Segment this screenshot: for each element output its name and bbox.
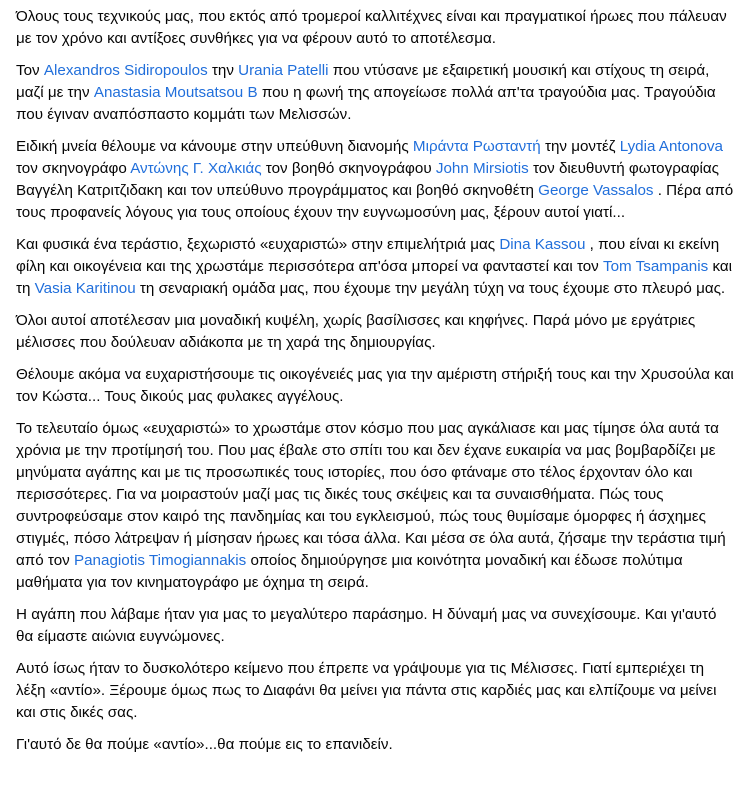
post-paragraph (16, 604, 735, 648)
mention-link[interactable]: Lydia Antonova (619, 138, 723, 155)
post-paragraph (16, 234, 735, 300)
post-text: , που είναι κι εκείνη φίλη και οικογένεια και της χρωστάμε περισσότερα απ'όσα μπορεί να φανταστεί και τον (16, 236, 720, 275)
mention-link[interactable]: Anastasia Moutsatsou B (93, 84, 258, 101)
post-text: την (207, 62, 239, 79)
mention-link[interactable]: Tom Tsampanis (603, 258, 709, 275)
post-paragraph (16, 60, 735, 126)
post-text: που η φωνή της απογείωσε πολλά απ'τα τραγούδια μας. Τραγούδια που έγιναν αναπόσπαστο κομμάτι των Μελισσών. (16, 84, 716, 123)
post-text: Η αγάπη που λάβαμε ήταν για μας το μεγαλύτερο παράσημο. Η δύναμή μας να συνεχίσουμε. Και γι'αυτό θα είμαστε αιώνια ευγνώμονες. (16, 606, 717, 645)
mention-link[interactable]: Αντώνης Γ. Χαλκιάς (130, 160, 262, 177)
post-text: τον σκηνογράφο (16, 160, 131, 177)
post-paragraph (16, 418, 735, 594)
mention-link[interactable]: Panagiotis Timogiannakis (73, 552, 247, 569)
post-paragraph (16, 734, 735, 756)
post-text: οποίος δημιούργησε μια κοινότητα μοναδική και έδωσε πολύτιμα μαθήματα για τον κινηματογράφο με όχημα τη σειρά. (16, 552, 683, 591)
post-paragraph (16, 136, 735, 224)
post-text: Τον (16, 62, 44, 79)
post-text: τον διευθυντή φωτογραφίας Βαγγέλη Κατριτζιδακη και τον υπεύθυνο προγράμματος και βοηθό σκηνοθέτη (16, 160, 719, 199)
post-text: Όλοι αυτοί αποτέλεσαν μια μοναδική κυψέλη, χωρίς βασίλισσες και κηφήνες. Παρά μόνο με εργάτριες μέλισσες που δούλευαν αδιάκοπα με τη χαρά της δημιουργίας. (16, 312, 696, 351)
mention-link[interactable]: George Vassalos (538, 182, 654, 199)
post-paragraph (16, 364, 735, 408)
post-text: . Πέρα από τους προφανείς λόγους για τους οποίους έχουν την ευγνωμοσύνη μας, ξέρουν αυτοί γιατί... (16, 182, 734, 221)
post-text: Ειδική μνεία θέλουμε να κάνουμε στην υπεύθυνη διανομής (16, 138, 413, 155)
post-text: Και φυσικά ένα τεράστιο, ξεχωριστό «ευχαριστώ» στην επιμελήτριά μας (16, 236, 500, 253)
mention-link[interactable]: Vasia Karitinou (34, 280, 136, 297)
post-text: Το τελευταίο όμως «ευχαριστώ» το χρωστάμε στον κόσμο που μας αγκάλιασε και μας τίμησε όλα αυτά τα χρόνια με την προτίμησή του. Που μας έβαλε στο σπίτι του και δεν έχανε ευκαιρία να μας βομβαρδίζει με μηνύματα αγάπης και με τις προσωπικές τους ιστορίες, που όσο φτάναμε στο τέλος έρχονταν όλο και περισσότερες. Για να μοιραστούν μαζί μας τις δικές τους σκέψεις και τα συναισθήματα. Πώς τους συντροφεύσαμε στον καιρό της πανδημίας και του εγκλεισμού, πώς τους θυμίσαμε όμορφες ή άσχημες στιγμές, πόσο λάτρεψαν ή μίσησαν ήρωες και τόσα άλλα. Και μέσα σε όλα αυτά, ζήσαμε την τεράστια τιμή από τον (16, 420, 726, 569)
post-text: Θέλουμε ακόμα να ευχαριστήσουμε τις οικογένειές μας για την αμέριστη στήριξή τους και την Χρυσούλα και τον Κώστα... Τους δικούς μας φυλακες αγγέλους. (16, 366, 734, 405)
mention-link[interactable]: Alexandros Sidiropoulos (43, 62, 208, 79)
mention-link[interactable]: Urania Patelli (238, 62, 329, 79)
post-paragraph (16, 310, 735, 354)
post-paragraph (16, 658, 735, 724)
post-text: τη σεναριακή ομάδα μας, που έχουμε την μεγάλη τύχη να τους έχουμε στο πλευρό μας. (135, 280, 726, 297)
post-text: και τη (16, 258, 733, 297)
post-text: Γι'αυτό δε θα πούμε «αντίο»...θα πούμε εις το επανιδείν. (16, 736, 393, 753)
post-text: Αυτό ίσως ήταν το δυσκολότερο κείμενο που έπρεπε να γράψουμε για τις Μέλισσες. Γιατί εμπεριέχει τη λέξη «αντίο». Ξέρουμε όμως πως το Διαφάνι θα μείνει για πάντα στις καρδιές μας και ελπίζουμε να μείνει και στις δικές σας. (16, 660, 717, 721)
post-text: τον βοηθό σκηνογράφου (261, 160, 436, 177)
mention-link[interactable]: Μιράντα Ρωσταντή (412, 138, 541, 155)
post-paragraph (16, 6, 735, 50)
post-text: Όλους τους τεχνικούς μας, που εκτός από τρομεροί καλλιτέχνες είναι και πραγματικοί ήρωες που πάλευαν με τον χρόνο και αντίξοες συνθήκες για να φέρουν αυτό το αποτέλεσμα. (16, 8, 727, 47)
post-text: που ντύσανε με εξαιρετική μουσική και στίχους τη σειρά, μαζί με την (16, 62, 710, 101)
mention-link[interactable]: John Mirsiotis (435, 160, 529, 177)
post-text: την μοντέζ (540, 138, 620, 155)
mention-link[interactable]: Dina Kassou (499, 236, 586, 253)
